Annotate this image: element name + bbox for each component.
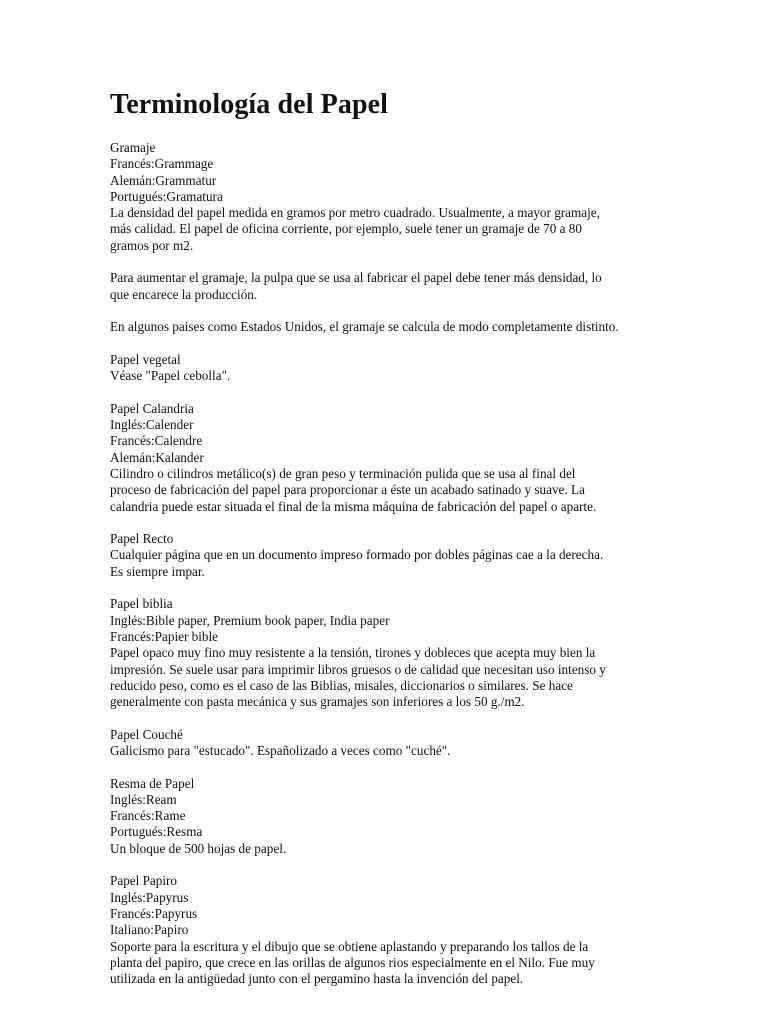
definition-line: La densidad del papel medida en gramos por metro cuadrado. Usualmente, a mayor gramaje, xyxy=(110,205,600,221)
definition-line: Para aumentar el gramaje, la pulpa que se usa al fabricar el papel debe tener más densidad, lo xyxy=(110,270,602,286)
definition-line: impresión. Se suele usar para imprimir libros gruesos o de calidad que necesitan uso intenso y xyxy=(110,661,606,677)
entry-translation: Francés:Rame xyxy=(110,808,186,824)
definition-line: Cualquier página que en un documento impreso formado por dobles páginas cae a la derecha. xyxy=(110,547,604,563)
entry-term: Papel Papiro xyxy=(110,873,178,889)
glossary-entry xyxy=(110,140,650,336)
entry-definition xyxy=(110,319,650,335)
entry-translation: Inglés:Ream xyxy=(110,791,177,807)
entry-term: Papel biblia xyxy=(110,596,173,612)
glossary-entry xyxy=(110,596,650,710)
entry-definition xyxy=(110,645,650,710)
entry-translation: Francés:Grammage xyxy=(110,156,214,172)
entry-definition xyxy=(110,205,650,254)
glossary-entries xyxy=(110,140,650,987)
entry-definition xyxy=(110,547,650,580)
definition-line: gramos por m2. xyxy=(110,237,194,253)
entry-translation: Francés:Papier bible xyxy=(110,628,219,644)
definition-line: planta del papiro, que crece en las orillas de algunos rios especialmente en el Nilo. Fue muy xyxy=(110,954,595,970)
entry-definition xyxy=(110,368,650,384)
definition-line: que encarece la producción. xyxy=(110,286,258,302)
entry-definition xyxy=(110,270,650,303)
glossary-entry xyxy=(110,727,650,760)
entry-translation: Portugués:Gramatura xyxy=(110,188,223,204)
glossary-entry xyxy=(110,352,650,385)
entry-translation: Francés:Calendre xyxy=(110,433,203,449)
definition-line: más calidad. El papel de oficina corriente, por ejemplo, suele tener un gramaje de 70 a 80 xyxy=(110,221,582,237)
definition-line: Papel opaco muy fino muy resistente a la tensión, tirones y dobleces que acepta muy bien la xyxy=(110,645,596,661)
entry-translation: Italiano:Papiro xyxy=(110,922,189,938)
definition-line: En algunos paises como Estados Unidos, el gramaje se calcula de modo completamente distinto. xyxy=(110,319,619,335)
entry-definition xyxy=(110,939,650,988)
glossary-entry xyxy=(110,531,650,580)
entry-translation: Inglés:Papyrus xyxy=(110,889,189,905)
definition-line: proceso de fabricación del papel para proporcionar a éste un acabado satinado y suave. La xyxy=(110,482,585,498)
entry-term: Gramaje xyxy=(110,140,156,155)
entry-translation: Inglés:Bible paper, Premium book paper, India paper xyxy=(110,612,390,628)
entry-definition xyxy=(110,466,650,515)
glossary-entry xyxy=(110,401,650,515)
entry-term: Papel Calandria xyxy=(110,400,194,416)
definition-line: utilizada en la antigüedad junto con el pergamino hasta la invención del papel. xyxy=(110,971,524,987)
definition-line: reducido peso, como es el caso de las Biblias, misales, diccionarios o similares. Se hace xyxy=(110,677,573,693)
entry-term: Resma de Papel xyxy=(110,775,195,791)
entry-translation: Portugués:Resma xyxy=(110,824,203,840)
entry-translation: Francés:Papyrus xyxy=(110,905,198,921)
glossary-entry xyxy=(110,873,650,987)
entry-translation: Alemán:Kalander xyxy=(110,449,204,465)
entry-definition xyxy=(110,841,650,857)
document-title: Terminología del Papel xyxy=(110,89,389,120)
definition-line: generalmente con pasta mecánica y sus gramajes son inferiores a los 50 g./m2. xyxy=(110,694,525,710)
definition-line: Soporte para la escritura y el dibujo que se obtiene aplastando y preparando los tallos de la xyxy=(110,938,589,954)
entry-translation: Inglés:Calender xyxy=(110,417,194,433)
entry-translation: Alemán:Grammatur xyxy=(110,172,217,188)
definition-line: Es siempre impar. xyxy=(110,563,205,579)
entry-term: Papel Couché xyxy=(110,726,183,742)
definition-line: Véase "Papel cebolla". xyxy=(110,368,231,384)
definition-line: Galicismo para "estucado". Españolizado a veces como "cuché". xyxy=(110,742,451,758)
definition-line: Cilindro o cilindros metálico(s) de gran peso y terminación pulida que se usa al final del xyxy=(110,465,576,481)
definition-line: calandria puede estar situada el final de la misma máquina de fabricación del papel o aparte. xyxy=(110,498,597,514)
entry-definition xyxy=(110,743,650,759)
definition-line: Un bloque de 500 hojas de papel. xyxy=(110,840,287,856)
glossary-entry xyxy=(110,776,650,857)
entry-term: Papel vegetal xyxy=(110,351,181,367)
document-page xyxy=(110,88,650,1004)
entry-term: Papel Recto xyxy=(110,531,174,547)
